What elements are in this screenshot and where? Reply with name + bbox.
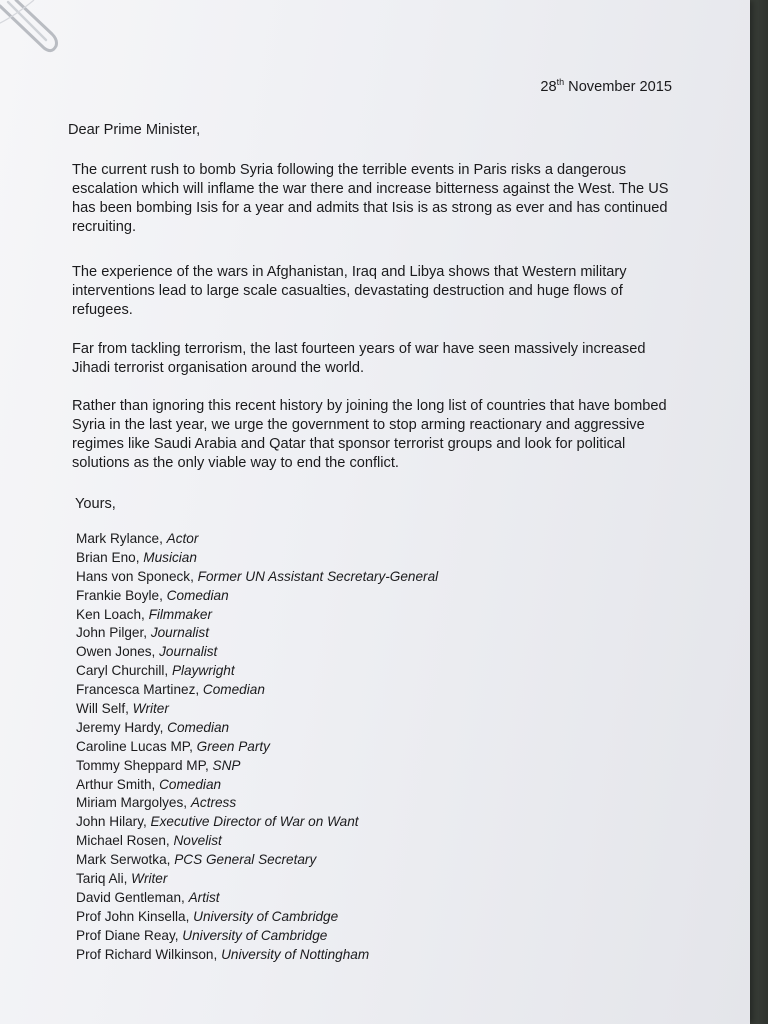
- signatory-list: [76, 530, 438, 964]
- signatory-name: Owen Jones,: [76, 644, 156, 660]
- signatory: [76, 719, 438, 738]
- signatory: [76, 851, 438, 870]
- signatory-role: Playwright: [171, 663, 235, 679]
- body-paragraph: Rather than ignoring this recent history by joining the long list of countries that have bombed Syria in the last year, we urge the government to stop arming reactionary and aggressive regimes like Saudi Arabia and Qatar that sponsor terrorist groups and look for political solutions as the only viable way to end the conflict.: [72, 398, 667, 471]
- body-paragraph: The experience of the wars in Afghanistan, Iraq and Libya shows that Western military interventions lead to large scale casualties, devastating destruction and huge flows of refugees.: [72, 264, 627, 318]
- signatory-role: Writer: [131, 871, 168, 887]
- signatory: [76, 643, 438, 662]
- signatory-name: Prof Diane Reay,: [76, 927, 179, 943]
- signatory-role: Green Party: [196, 738, 270, 754]
- signatory-role: Comedian: [167, 719, 230, 735]
- signatory-role: Comedian: [202, 682, 265, 698]
- signatory-name: Prof Richard Wilkinson,: [76, 946, 218, 962]
- signatory-role: Novelist: [173, 833, 222, 849]
- signatory-role: PCS General Secretary: [174, 852, 317, 868]
- signatory-name: Mark Serwotka,: [76, 852, 171, 868]
- signatory-role: University of Cambridge: [182, 927, 328, 943]
- signatory-role: Journalist: [150, 625, 210, 641]
- signatory-name: Brian Eno,: [76, 549, 140, 565]
- letter-date: 28th November 2015: [540, 77, 672, 95]
- signatory-role: Actor: [166, 531, 199, 546]
- body-paragraph: Far from tackling terrorism, the last fourteen years of war have seen massively increased Jihadi terrorist organisation around the world.: [72, 341, 646, 376]
- signatory-name: Hans von Sponeck,: [76, 568, 194, 584]
- signatory-name: Mark Rylance,: [76, 531, 163, 546]
- signatory-role: Journalist: [159, 644, 218, 660]
- signatory-role: Former UN Assistant Secretary-General: [197, 568, 439, 584]
- salutation: Dear Prime Minister,: [68, 122, 201, 138]
- signatory-name: Prof John Kinsella,: [76, 908, 190, 924]
- signatory-role: SNP: [212, 757, 241, 773]
- signatory: [76, 530, 438, 549]
- signatory-role: Actress: [190, 795, 237, 811]
- signatory: [76, 794, 438, 813]
- signatory: [76, 870, 438, 889]
- signatory-name: Francesca Martinez,: [76, 682, 200, 698]
- signatory-role: Comedian: [159, 776, 222, 792]
- signatory: [76, 889, 438, 908]
- signatory: [76, 587, 438, 606]
- signatory-role: University of Nottingham: [221, 946, 370, 962]
- signatory-name: Michael Rosen,: [76, 833, 170, 849]
- signatory-name: Arthur Smith,: [76, 776, 156, 792]
- signatory: [76, 946, 438, 965]
- signatory-name: Tariq Ali,: [76, 871, 128, 887]
- signatory: [76, 908, 438, 927]
- signatory: [76, 700, 438, 719]
- signatory-role: Filmmaker: [148, 606, 212, 622]
- signatory-role: University of Cambridge: [193, 908, 339, 924]
- signatory: [76, 606, 438, 625]
- signatory-name: Caroline Lucas MP,: [76, 738, 193, 754]
- signatory: [76, 832, 438, 851]
- signatory-name: Tommy Sheppard MP,: [76, 757, 209, 773]
- signatory-role: Comedian: [166, 587, 229, 603]
- signatory-name: Caryl Churchill,: [76, 663, 169, 679]
- signatory: [76, 681, 438, 700]
- signatory-name: Will Self,: [76, 701, 129, 717]
- signatory: [76, 927, 438, 946]
- signatory: [76, 549, 438, 568]
- signatory: [76, 757, 438, 776]
- signatory-name: Miriam Margolyes,: [76, 795, 188, 811]
- signatory-name: John Hilary,: [76, 814, 147, 830]
- signatory-name: David Gentleman,: [76, 889, 185, 905]
- signatory-name: Jeremy Hardy,: [76, 719, 164, 735]
- signatory-name: Ken Loach,: [76, 606, 145, 622]
- signatory-name: John Pilger,: [76, 625, 148, 641]
- signatory: [76, 738, 438, 757]
- signatory-role: Writer: [132, 701, 169, 717]
- signatory: [76, 662, 438, 681]
- signatory: [76, 776, 438, 795]
- signatory: [76, 813, 438, 832]
- signatory: [76, 624, 438, 643]
- signatory-name: Frankie Boyle,: [76, 587, 163, 603]
- signatory: [76, 568, 438, 587]
- body-paragraph: The current rush to bomb Syria following the terrible events in Paris risks a dangerous escalation which will inflame the war there and increase bitterness against the West. The US has been bombing Isis for a year and admits that Isis is as strong as ever and has continued recruiting.: [72, 162, 669, 235]
- closing: Yours,: [75, 496, 116, 512]
- signatory-role: Executive Director of War on Want: [150, 814, 359, 830]
- paperclip-icon: [0, 0, 74, 66]
- signatory-role: Musician: [143, 549, 197, 565]
- signatory-role: Artist: [188, 889, 220, 905]
